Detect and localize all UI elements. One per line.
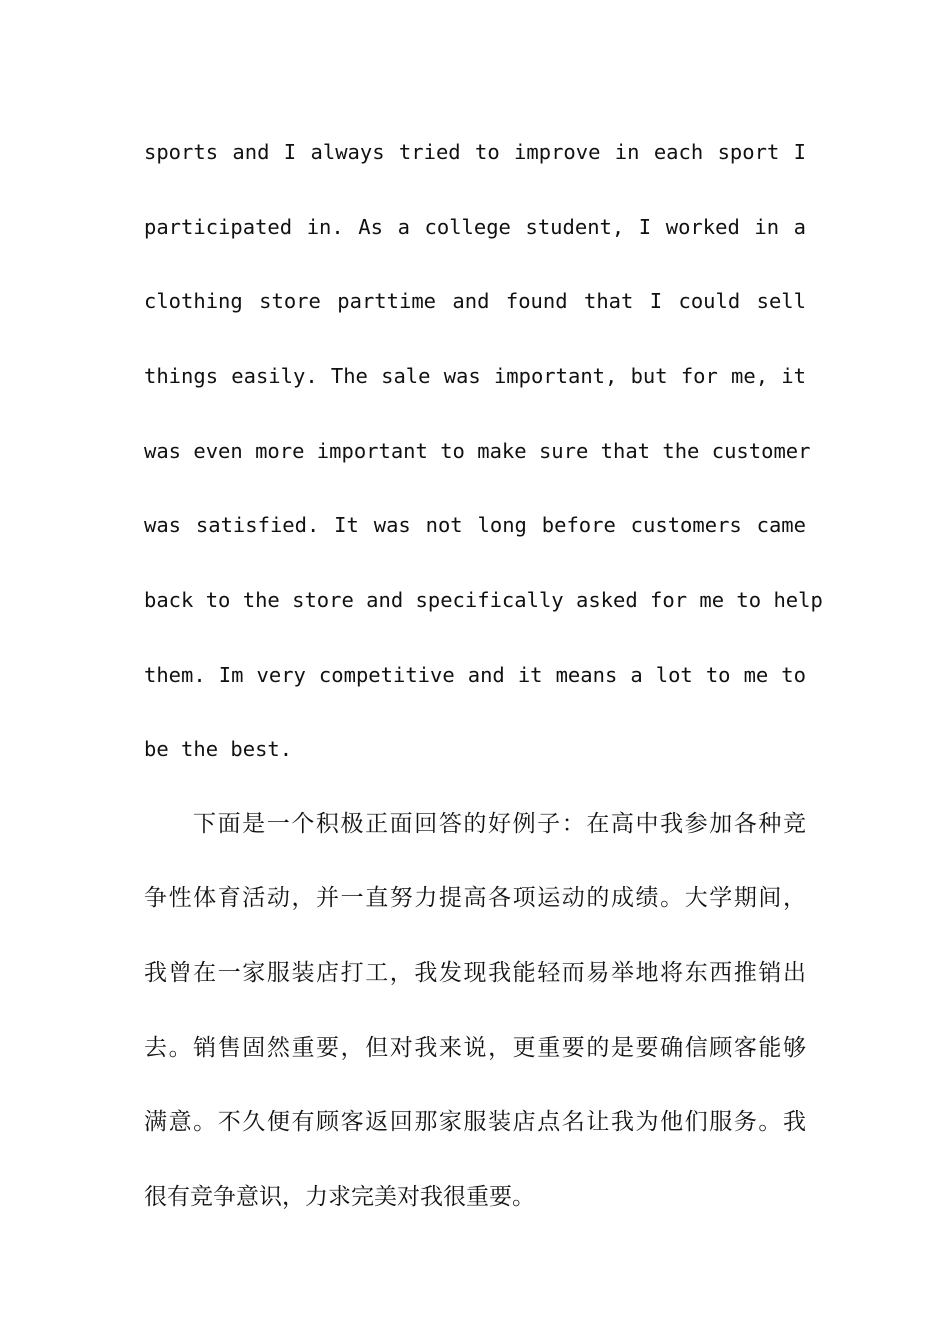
english-line: things easily. The sale was important, but for me, it [144,364,806,388]
chinese-line: 去。销售固然重要，但对我来说，更重要的是要确信顾客能够 [144,1035,806,1061]
chinese-line: 很有竞争意识，力求完美对我很重要。 [144,1184,535,1210]
chinese-line: 争性体育活动，并一直努力提高各项运动的成绩。大学期间， [144,885,806,911]
english-line: sports and I always tried to improve in each sport I [144,140,806,164]
english-line: clothing store parttime and found that I could sell [144,289,806,313]
english-line: was even more important to make sure that the customer [144,439,811,463]
english-line: participated in. As a college student, I worked in a [144,215,806,239]
english-line: back to the store and specifically asked for me to help [144,588,823,612]
english-line: be the best. [144,737,293,761]
chinese-line: 满意。不久便有顾客返回那家服装店点名让我为他们服务。我 [144,1109,806,1135]
chinese-line: 下面是一个积极正面回答的好例子：在高中我参加各种竞 [193,811,806,837]
english-line: them. Im very competitive and it means a lot to me to [144,663,806,687]
chinese-line: 我曾在一家服装店打工，我发现我能轻而易举地将东西推销出 [144,960,806,986]
english-line: was satisfied. It was not long before customers came [144,513,806,537]
